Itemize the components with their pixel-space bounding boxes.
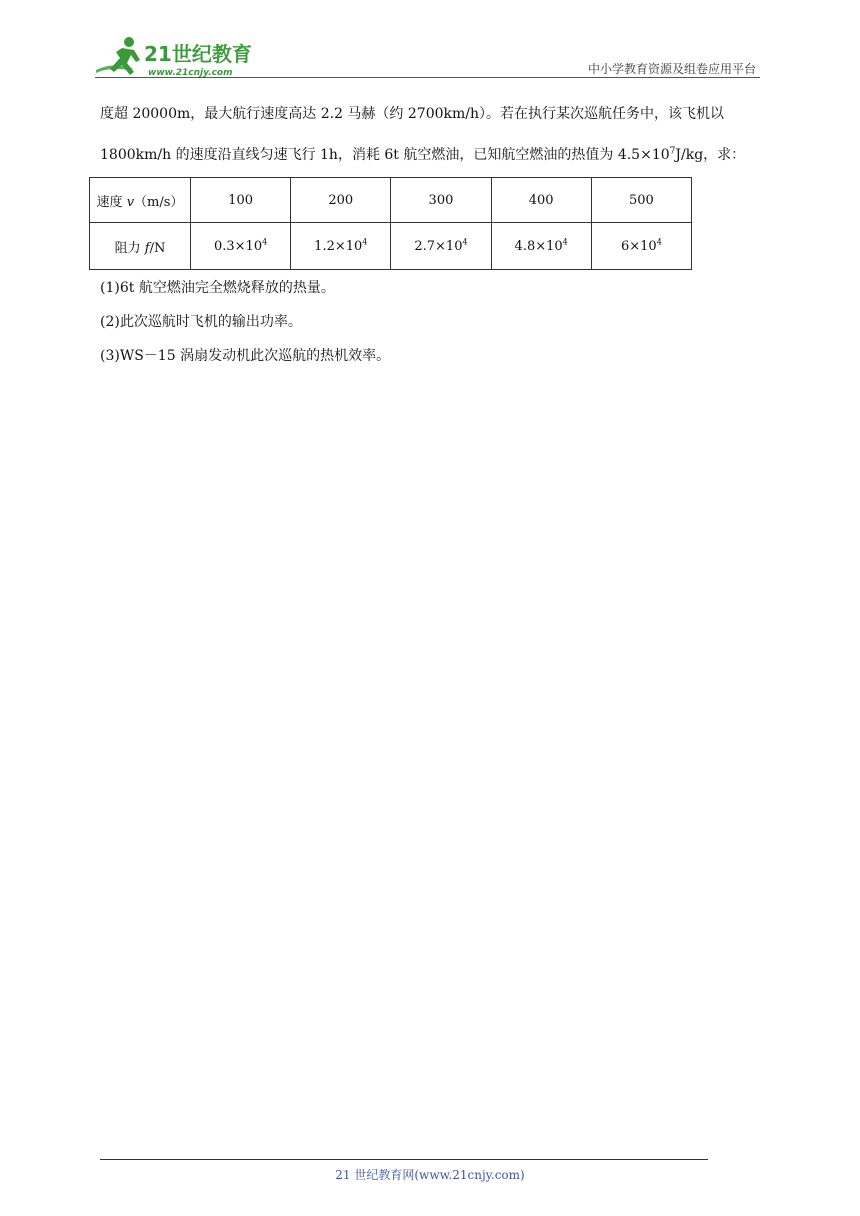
header-divider: [95, 77, 760, 78]
table-row: [90, 178, 692, 223]
variable-f: f: [144, 240, 150, 256]
question-3: (3)WS－15 涡扇发动机此次巡航的热机效率。: [100, 348, 391, 364]
runner-icon: [96, 37, 140, 75]
table-cell: 300: [391, 178, 491, 223]
problem-text-line2-main: 1800km/h 的速度沿直线匀速飞行 1h，消耗 6t 航空燃油，已知航空燃油的热值为 4.5×10: [100, 147, 670, 163]
logo-url: www.21cnjy.com: [148, 68, 233, 78]
table-cell: 100: [191, 178, 291, 223]
table-row: [90, 223, 692, 270]
problem-text-line1: 度超 20000m，最大航行速度高达 2.2 马赫（约 2700km/h）。若在执行某次巡航任务中，该飞机以: [100, 106, 724, 122]
row-header-resistance: 阻力 f/N: [90, 223, 191, 270]
table-cell: 500: [591, 178, 691, 223]
problem-text-line2-unit: J/kg，求：: [675, 147, 746, 163]
question-2: (2)此次巡航时飞机的输出功率。: [100, 314, 302, 330]
logo-text: 21世纪教育: [144, 42, 252, 66]
site-logo: [92, 34, 262, 80]
problem-text-line2: [100, 145, 760, 165]
question-1: (1)6t 航空燃油完全燃烧释放的热量。: [100, 280, 335, 296]
platform-title: 中小学教育资源及组卷应用平台: [587, 62, 756, 76]
table-cell: $1.2\times 10^4$: [291, 223, 391, 270]
table-cell: $6\times 10^4$: [591, 223, 691, 270]
table-cell: $0.3\times 10^4$: [191, 223, 291, 270]
table-cell: 400: [491, 178, 591, 223]
speed-resistance-table: [89, 177, 692, 270]
exponent: 7: [669, 146, 676, 157]
footer-link[interactable]: 21 世纪教育网(www.21cnjy.com): [335, 1168, 525, 1182]
footer-divider: [100, 1159, 708, 1160]
table-cell: $2.7\times 10^4$: [391, 223, 491, 270]
row-header-speed: 速度 v（m/s）: [90, 178, 191, 223]
table-cell: $4.8\times 10^4$: [491, 223, 591, 270]
variable-v: v: [126, 194, 135, 210]
table-cell: 200: [291, 178, 391, 223]
